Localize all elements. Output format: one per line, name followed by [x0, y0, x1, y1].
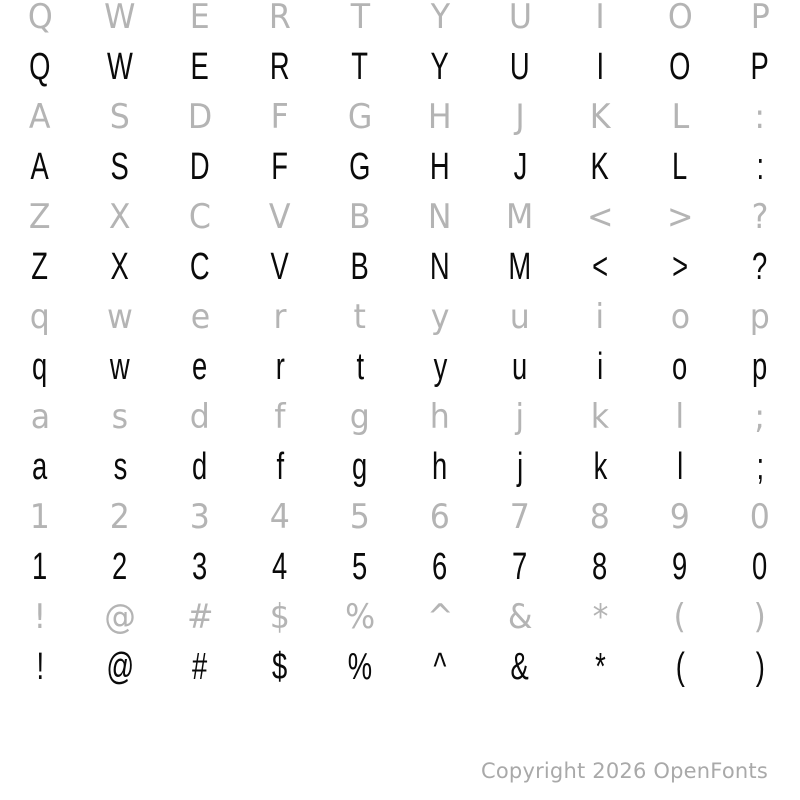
glyph-cell: g — [349, 397, 371, 437]
glyph-cell: ! — [36, 646, 44, 688]
glyph-cell: U — [508, 0, 532, 37]
glyph-cell: 3 — [192, 546, 208, 588]
glyph-row-gray — [0, 297, 800, 337]
glyph-cell: A — [30, 146, 50, 188]
glyph-row-black — [0, 248, 800, 286]
glyph-cell: E — [190, 0, 210, 37]
glyph-cell: r — [273, 297, 287, 337]
glyph-cell: & — [510, 646, 530, 688]
glyph-cell: h — [432, 446, 448, 488]
glyph-cell: Y — [430, 0, 450, 37]
glyph-cell: V — [269, 197, 291, 237]
glyph-row-black — [0, 48, 800, 86]
glyph-cell: J — [513, 146, 527, 188]
glyph-cell: W — [107, 46, 133, 88]
glyph-cell: 5 — [349, 497, 371, 537]
glyph-cell: d — [189, 397, 211, 437]
glyph-cell: u — [509, 297, 531, 337]
glyph-cell: l — [676, 446, 684, 488]
glyph-cell: : — [754, 97, 766, 137]
glyph-cell: O — [669, 46, 691, 88]
glyph-cell: K — [590, 146, 610, 188]
glyph-row-gray — [0, 597, 800, 637]
glyph-cell: @ — [106, 646, 134, 688]
glyph-cell: I — [596, 46, 604, 88]
glyph-cell: 7 — [512, 546, 528, 588]
glyph-cell: ) — [755, 646, 765, 688]
glyph-cell: 4 — [272, 546, 288, 588]
glyph-cell: 6 — [429, 497, 451, 537]
glyph-cell: i — [595, 297, 605, 337]
glyph-cell: V — [270, 246, 290, 288]
glyph-cell: D — [190, 146, 210, 188]
glyph-cell: q — [29, 297, 51, 337]
glyph-cell: X — [109, 197, 131, 237]
glyph-cell: L — [672, 146, 688, 188]
glyph-row-gray — [0, 0, 800, 37]
glyph-cell: h — [429, 397, 451, 437]
glyph-cell: X — [110, 246, 130, 288]
glyph-cell: o — [670, 297, 690, 337]
glyph-cell: G — [349, 146, 371, 188]
glyph-cell: ; — [756, 446, 764, 488]
glyph-row-gray — [0, 397, 800, 437]
glyph-cell: F — [271, 146, 289, 188]
glyph-cell: l — [675, 397, 685, 437]
glyph-cell: : — [756, 146, 764, 188]
glyph-row-gray — [0, 97, 800, 137]
glyph-cell: 2 — [109, 497, 131, 537]
glyph-cell: i — [596, 346, 604, 388]
glyph-cell: J — [515, 97, 525, 137]
glyph-cell: T — [351, 46, 369, 88]
glyph-cell: W — [104, 0, 136, 37]
glyph-row-gray — [0, 197, 800, 237]
glyph-cell: 8 — [589, 497, 611, 537]
glyph-cell: Z — [29, 197, 51, 237]
glyph-cell: 9 — [669, 497, 691, 537]
glyph-row-black — [0, 448, 800, 486]
glyph-cell: ; — [754, 397, 766, 437]
glyph-cell: L — [671, 97, 689, 137]
glyph-cell: j — [515, 397, 525, 437]
glyph-cell: y — [433, 346, 447, 388]
glyph-cell: E — [190, 46, 210, 88]
glyph-cell: d — [192, 446, 208, 488]
glyph-cell: 7 — [509, 497, 531, 537]
glyph-row-black — [0, 348, 800, 386]
glyph-cell: q — [32, 346, 48, 388]
glyph-cell: O — [667, 0, 693, 37]
glyph-cell: k — [590, 397, 610, 437]
glyph-cell: 6 — [432, 546, 448, 588]
glyph-cell: 1 — [29, 497, 51, 537]
glyph-cell: ? — [752, 246, 768, 288]
glyph-cell: ! — [33, 597, 47, 637]
glyph-cell: I — [595, 0, 605, 37]
glyph-row-black — [0, 548, 800, 586]
glyph-cell: Y — [430, 46, 450, 88]
glyph-cell: r — [275, 346, 285, 388]
glyph-cell: % — [344, 597, 376, 637]
glyph-cell: ^ — [433, 646, 447, 688]
glyph-cell: ? — [751, 197, 769, 237]
glyph-cell: M — [506, 197, 534, 237]
glyph-cell: H — [430, 146, 450, 188]
glyph-cell: < — [591, 246, 608, 288]
glyph-cell: < — [586, 197, 614, 237]
glyph-cell: u — [512, 346, 528, 388]
glyph-cell: p — [749, 297, 771, 337]
glyph-cell: ^ — [426, 597, 454, 637]
glyph-cell: ( — [675, 646, 685, 688]
glyph-cell: K — [589, 97, 611, 137]
glyph-cell: N — [428, 197, 452, 237]
glyph-cell: s — [111, 397, 129, 437]
glyph-cell: s — [113, 446, 127, 488]
glyph-cell: @ — [104, 597, 136, 637]
glyph-cell: 8 — [592, 546, 608, 588]
glyph-cell: 1 — [32, 546, 48, 588]
glyph-cell: A — [29, 97, 51, 137]
glyph-cell: C — [190, 246, 210, 288]
glyph-row-black — [0, 648, 800, 686]
glyph-cell: H — [428, 97, 452, 137]
glyph-cell: S — [109, 97, 131, 137]
glyph-cell: # — [186, 597, 214, 637]
glyph-cell: P — [750, 0, 770, 37]
glyph-cell: C — [188, 197, 212, 237]
glyph-cell: 0 — [749, 497, 771, 537]
glyph-cell: M — [508, 246, 532, 288]
glyph-cell: Q — [29, 46, 51, 88]
glyph-cell: a — [30, 397, 50, 437]
glyph-row-black — [0, 148, 800, 186]
glyph-cell: o — [672, 346, 688, 388]
glyph-cell: S — [110, 146, 130, 188]
glyph-cell: N — [430, 246, 450, 288]
glyph-cell: & — [507, 597, 533, 637]
glyph-cell: 2 — [112, 546, 128, 588]
glyph-cell: R — [269, 0, 291, 37]
glyph-cell: > — [666, 197, 694, 237]
glyph-cell: * — [594, 646, 606, 688]
glyph-cell: B — [350, 246, 370, 288]
glyph-cell: $ — [272, 646, 288, 688]
glyph-cell: G — [347, 97, 373, 137]
glyph-cell: y — [430, 297, 450, 337]
glyph-cell: % — [347, 646, 373, 688]
glyph-cell: p — [752, 346, 768, 388]
glyph-cell: 3 — [189, 497, 211, 537]
glyph-cell: w — [110, 346, 130, 388]
glyph-cell: > — [671, 246, 688, 288]
glyph-cell: D — [187, 97, 213, 137]
glyph-row-gray — [0, 497, 800, 537]
glyph-cell: 0 — [752, 546, 768, 588]
glyph-cell: P — [750, 46, 770, 88]
glyph-cell: Z — [31, 246, 49, 288]
glyph-cell: e — [192, 346, 208, 388]
glyph-cell: j — [516, 446, 524, 488]
glyph-cell: ( — [673, 597, 687, 637]
glyph-cell: g — [352, 446, 368, 488]
glyph-cell: T — [350, 0, 370, 37]
glyph-cell: Q — [27, 0, 53, 37]
copyright-text: Copyright 2026 OpenFonts — [481, 759, 768, 783]
glyph-cell: 9 — [672, 546, 688, 588]
glyph-cell: t — [353, 297, 367, 337]
glyph-cell: U — [510, 46, 530, 88]
glyph-cell: * — [592, 597, 608, 637]
glyph-cell: w — [107, 297, 133, 337]
glyph-cell: k — [593, 446, 607, 488]
glyph-cell: e — [190, 297, 210, 337]
glyph-cell: # — [192, 646, 208, 688]
glyph-cell: F — [270, 97, 290, 137]
glyph-cell: ) — [753, 597, 767, 637]
glyph-cell: B — [349, 197, 371, 237]
glyph-cell: $ — [269, 597, 291, 637]
glyph-cell: t — [356, 346, 364, 388]
glyph-cell: R — [270, 46, 290, 88]
glyph-cell: 4 — [269, 497, 291, 537]
glyph-cell: f — [274, 397, 286, 437]
glyph-cell: f — [276, 446, 284, 488]
glyph-cell: a — [32, 446, 48, 488]
glyph-cell: 5 — [352, 546, 368, 588]
